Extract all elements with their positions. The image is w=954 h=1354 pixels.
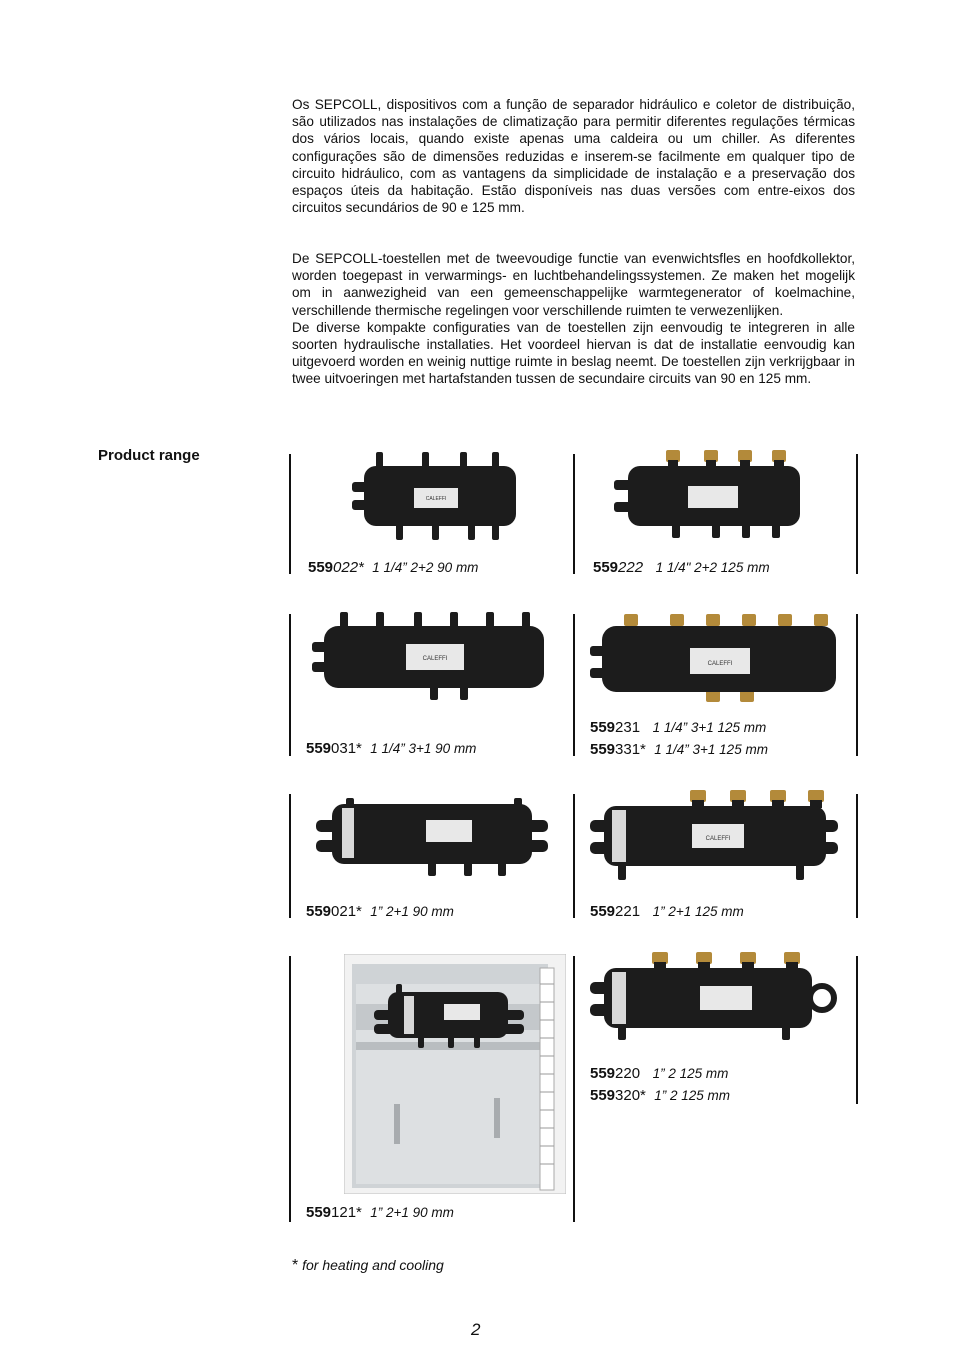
divider: [289, 794, 291, 918]
divider: [289, 614, 291, 756]
divider: [856, 794, 858, 918]
divider: [573, 956, 575, 1222]
divider: [573, 794, 575, 918]
product-label-559021: 559021* 1” 2+1 90 mm: [306, 903, 454, 920]
product-image-559221: [588, 790, 840, 882]
divider: [289, 454, 291, 574]
brand-plate-text: CALEFFI: [705, 836, 731, 842]
divider: [856, 454, 858, 574]
product-label-559331: 559331* 1 1/4” 3+1 125 mm: [590, 741, 768, 758]
product-image-559222: [612, 450, 804, 540]
product-label-559231: 559231 1 1/4” 3+1 125 mm: [590, 719, 767, 736]
product-image-559121: [344, 954, 566, 1194]
product-label-559222: 559222 1 1/4" 2+2 125 mm: [593, 559, 770, 576]
product-label-559022: 559022* 1 1/4” 2+2 90 mm: [308, 559, 479, 576]
divider: [856, 614, 858, 756]
product-label-559121: 559121* 1” 2+1 90 mm: [306, 1204, 454, 1221]
page-number: 2: [471, 1320, 481, 1339]
footnote: * for heating and cooling: [292, 1257, 444, 1274]
product-image-559231: [588, 612, 840, 708]
product-image-559022: [352, 452, 524, 540]
divider: [573, 614, 575, 756]
product-image-559021: [316, 798, 548, 878]
product-image-559220: [588, 952, 838, 1044]
product-label-559031: 559031* 1 1/4” 3+1 90 mm: [306, 740, 477, 757]
divider: [289, 956, 291, 1222]
brand-plate-text: CALEFFI: [425, 496, 447, 502]
divider: [856, 956, 858, 1104]
divider: [573, 454, 575, 574]
brand-plate-text: CALEFFI: [707, 661, 733, 667]
section-label-product-range: Product range: [98, 447, 200, 464]
product-label-559220: 559220 1” 2 125 mm: [590, 1065, 729, 1082]
brand-plate-text: CALEFFI: [422, 656, 448, 662]
product-image-559031: [310, 608, 548, 704]
intro-portuguese: Os SEPCOLL, dispositivos com a função de separador hidráulico e coletor de distribuição, são utilizados nas instalações de climatização para permitir diferentes regulações térmicas dos vários locais, quando existe apenas uma caldeira ou um chiller. As diferentes configurações são de dimensões reduzidas e inserem-se facilmente em qualquer tipo de circuito hidráulico, com as vantagens da simplicidade de instalação e a preservação dos espaços úteis da habitação. Estão disponíveis nas duas versões com entre-eixos dos circuitos secundários de 90 e 125 mm.: [292, 97, 855, 216]
intro-dutch: De SEPCOLL-toestellen met de tweevoudige functie van evenwichtsfles en hoofdkollektor, worden toegepast in verwarmings- en luchtbehandelingssystemen. Ze maken het mogelijk om in aanwezigheid van een gemeenschappelijke warmtegenerator of koelmachine, verschillende thermische regelingen voor verschillende ruimten te verwezenlijken. De diverse kompakte configuraties van de toestellen zijn eenvoudig te integreren in alle soorten hydraulische installaties. Het voordeel hiervan is dat de installatie eenvoudig kan uitgevoerd worden en weinig nuttige ruimte in beslag neemt. De toestellen zijn verkrijgbaar in twee uitvoeringen met hartafstanden tussen de secundaire circuits van 90 en 125 mm.: [292, 251, 855, 387]
product-label-559320: 559320* 1” 2 125 mm: [590, 1087, 731, 1104]
product-label-559221: 559221 1” 2+1 125 mm: [590, 903, 744, 920]
